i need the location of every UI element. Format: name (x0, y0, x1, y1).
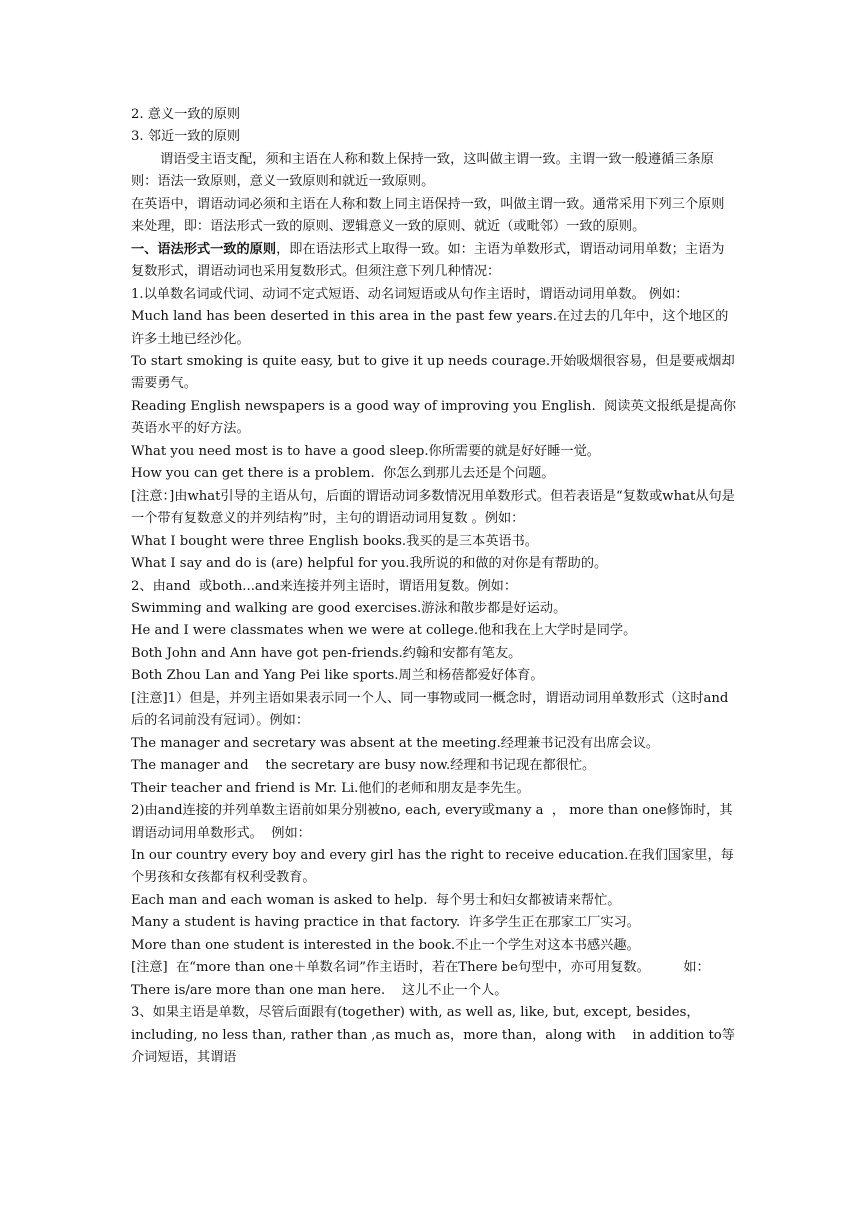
paragraph: 2、由and 或both...and来连接并列主语时，谓语用复数。例如： (131, 578, 518, 594)
example-sentence: More than one student is interested in the book.不止一个学生对这本书感兴趣。 (131, 937, 640, 953)
example-sentence: Each man and each woman is asked to help. 每个男士和妇女都被请来帮忙。 (131, 892, 621, 908)
paragraph: 1.以单数名词或代词、动词不定式短语、动名词短语或从句作主语时，谓语动词用单数。 例如： (131, 286, 689, 302)
note-paragraph: [注意] 在“more than one＋单数名词”作主语时，若在There be句型中，亦可用复数。 如：There is/are more than one man here. 这儿不止一个人。 (131, 960, 710, 998)
example-sentence: To start smoking is quite easy, but to give it up needs courage.开始吸烟很容易，但是要戒烟却需要勇气。 (131, 353, 735, 392)
example-sentence: What you need most is to have a good sleep.你所需要的就是好好睡一觉。 (131, 443, 600, 459)
example-sentence-continued: 英语水平的好方法。 (131, 421, 250, 437)
example-sentence: In our country every boy and every girl has the right to receive education.在我们国家里，每个男孩和女孩都有权利受教育。 (131, 847, 734, 886)
example-sentence: Their teacher and friend is Mr. Li.他们的老师和朋友是李先生。 (131, 780, 530, 796)
section-heading-paragraph (131, 239, 737, 284)
note-paragraph: [注意：]由what引导的主语从句，后面的谓语动词多数情况用单数形式。但若表语是“复数或what从句是一个带有复数意义的并列结构”时，主句的谓语动词用复数 。例如： (131, 488, 735, 527)
paragraph: 3. 邻近一致的原则 (131, 129, 241, 145)
example-sentence: Swimming and walking are good exercises.游泳和散步都是好运动。 (131, 600, 567, 616)
section-heading-rest: ，即在语法形式上取得一致。如：主语为单数形式，谓语动词用单数；主语为复数形式，谓语动词也采用复数形式。但须注意下列几种情况： (131, 241, 725, 280)
example-sentence: Reading English newspapers is a good way of improving you English. 阅读英文报纸是提高你 (131, 398, 736, 414)
example-sentence: What I say and do is (are) helpful for you.我所说的和做的对你是有帮助的。 (131, 556, 608, 572)
paragraph: 3、如果主语是单数，尽管后面跟有(together) with, as well as, like, but, except, besides，including, no less than, rather than ,as much as，more than，along with in addition to等介词短语，其谓语 (131, 1005, 735, 1066)
example-sentence: Much land has been deserted in this area in the past few years.在过去的几年中，这个地区的许多土地已经沙化。 (131, 309, 729, 347)
paragraph: 谓语受主语支配，须和主语在人称和数上保持一致，这叫做主谓一致。主谓一致一般遵循三条原则：语法一致原则，意义一致原则和就近一致原则。 (131, 151, 714, 190)
example-sentence: He and I were classmates when we were at college.他和我在上大学时是同学。 (131, 623, 637, 639)
example-sentence: The manager and the secretary are busy now.经理和书记现在都很忙。 (131, 758, 596, 774)
paragraph: 在英语中，谓语动词必须和主语在人称和数上同主语保持一致，叫做主谓一致。通常采用下列三个原则来处理，即：语法形式一致的原则、逻辑意义一致的原则、就近（或毗邻）一致的原则。 (131, 196, 725, 235)
example-sentence: Both John and Ann have got pen-friends.约翰和安都有笔友。 (131, 645, 522, 661)
example-sentence: What I bought were three English books.我买的是三本英语书。 (131, 533, 538, 549)
example-sentence: Both Zhou Lan and Yang Pei like sports.周兰和杨蓓都爱好体育。 (131, 668, 544, 684)
example-sentence: How you can get there is a problem. 你怎么到那儿去还是个问题。 (131, 466, 555, 482)
paragraph: 2. 意义一致的原则 (131, 107, 241, 122)
paragraph: 2)由and连接的并列单数主语前如果分别被no, each, every或many a ， more than one修饰时，其谓语动词用单数形式。 例如： (131, 803, 733, 841)
document-body (131, 104, 737, 1069)
example-sentence: Many a student is having practice in that factory. 许多学生正在那家工厂实习。 (131, 915, 640, 931)
note-paragraph: [注意]1）但是，并列主语如果表示同一个人、同一事物或同一概念时，谓语动词用单数形式（这时and后的名词前没有冠词）。例如： (131, 690, 729, 729)
example-sentence: The manager and secretary was absent at the meeting.经理兼书记没有出席会议。 (131, 735, 660, 751)
section-heading-bold: 一、语法形式一致的原则 (131, 241, 277, 257)
